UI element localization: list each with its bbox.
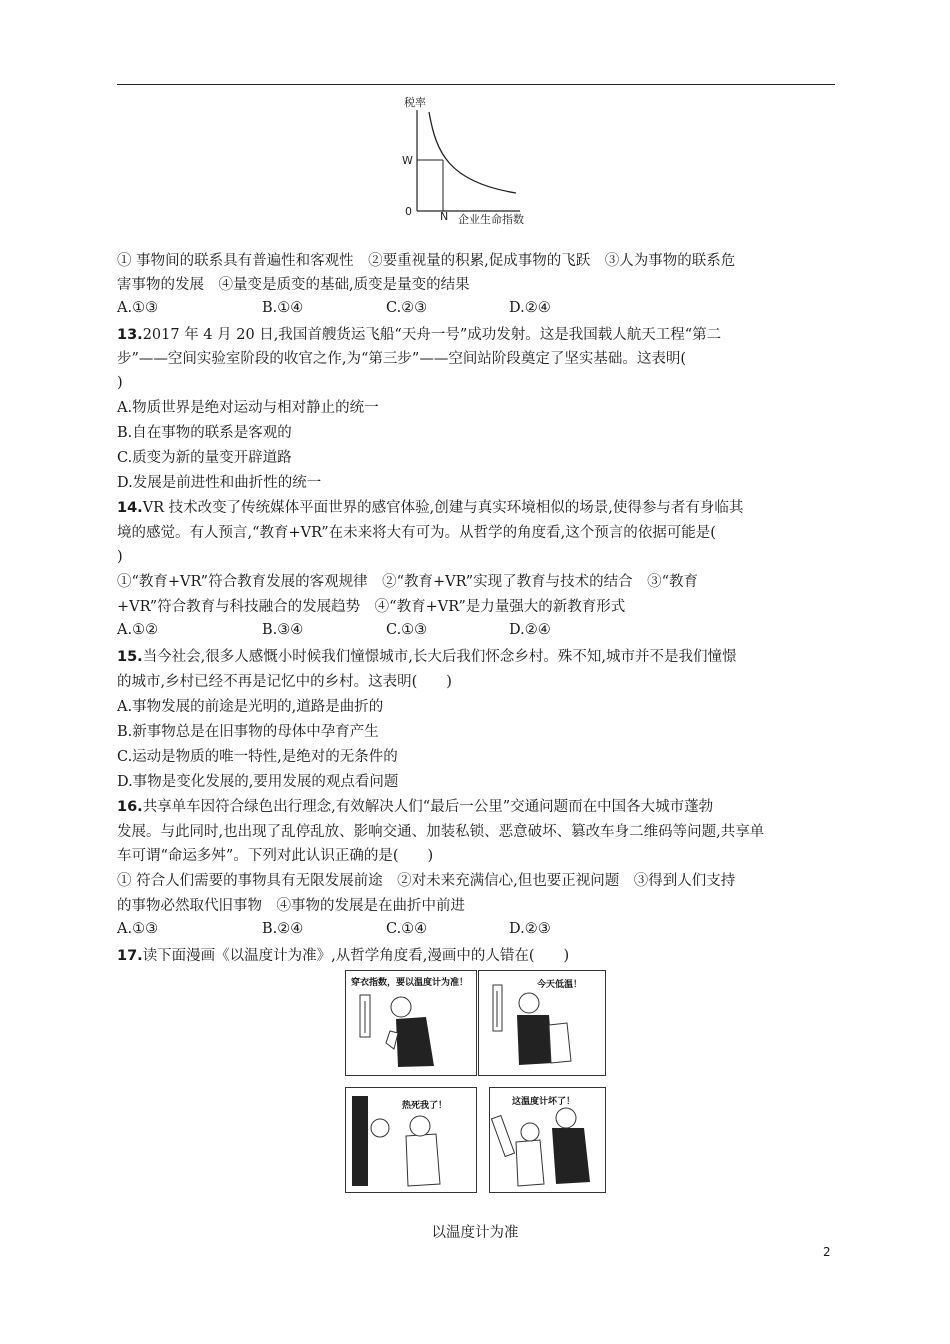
cartoon-panel-1 (345, 970, 477, 1076)
q17-stem-line1: 17.读下面漫画《以温度计为准》,从哲学角度看,漫画中的人错在( ) (117, 948, 570, 964)
q13-number: 13. (117, 327, 143, 343)
q13-choice-d: D.发展是前进性和曲折性的统一 (117, 475, 322, 491)
q12-statement-line2: 害事物的发展 ④量变是质变的基础,质变是量变的结果 (117, 277, 470, 293)
cartoon-panel-1-text: 穿衣指数，要以温度计为准！ (351, 978, 469, 988)
tax-rate-curve (429, 112, 516, 193)
q16-stem-line1: 16.共享单车因符合绿色出行理念,有效解决人们“最后一公里”交通问题而在中国各大城市蓬勃 (117, 799, 714, 815)
q15-stem-line2: 的城市,乡村已经不再是记忆中的乡村。这表明( ) (117, 674, 452, 690)
q12-option-d: D.②④ (509, 300, 551, 316)
chart-xlabel: 企业生命指数 (458, 213, 524, 226)
q15-stem-line1: 15.当今社会,很多人感慨小时候我们憧憬城市,长大后我们怀念乡村。殊不知,城市并不是我们憧憬 (117, 649, 737, 665)
cartoon-panel-4-text: 这温度计坏了！ (512, 1097, 576, 1107)
q15-choice-b: B.新事物总是在旧事物的母体中孕育产生 (117, 724, 379, 740)
q16-option-c: C.①④ (386, 921, 428, 937)
q16-number: 16. (117, 799, 143, 815)
man-coat-figure (396, 1017, 434, 1067)
cartoon-caption: 以温度计为准 (431, 1225, 519, 1241)
child-figure (549, 1023, 571, 1063)
chart-origin-label: 0 (405, 205, 412, 218)
man-coat-figure (552, 1128, 590, 1184)
thermometer-icon (491, 1115, 514, 1156)
q13-choice-c: C.质变为新的量变开辟道路 (117, 450, 292, 466)
chart-ylabel: 税率 (404, 96, 426, 109)
q14-statement-line2: +VR”符合教育与科技融合的发展趋势 ④“教育+VR”是力量强大的新教育形式 (117, 599, 626, 615)
q14-stem-line3: ) (117, 549, 123, 565)
q14-statement-line1: ①“教育+VR”符合教育发展的客观规律 ②“教育+VR”实现了教育与技术的结合 ③“教育 (117, 574, 699, 590)
man-coat-figure (517, 1015, 553, 1065)
q12-option-a: A.①③ (117, 300, 159, 316)
child-figure (516, 1140, 544, 1186)
q13-stem-line1: 13.2017 年 4 月 20 日,我国首艘货运飞船“天舟一号”成功发射。这是我国载人航天工程“第二 (117, 327, 722, 343)
child-figure (406, 1134, 440, 1186)
q16-option-b: B.②④ (262, 921, 304, 937)
q16-statement-line1: ① 符合人们需要的事物具有无限发展前途 ②对未来充满信心,但也要正视问题 ③得到人们支持 (117, 873, 736, 889)
q13-choice-a: A.物质世界是绝对运动与相对静止的统一 (117, 400, 379, 416)
q14-option-a: A.①② (117, 622, 159, 638)
q15-choice-a: A.事物发展的前途是光明的,道路是曲折的 (117, 699, 384, 715)
chart-n-label: N (440, 210, 449, 223)
q15-choice-d: D.事物是变化发展的,要用发展的观点看问题 (117, 774, 399, 790)
cartoon-panel-2-text: 今天低温！ (537, 980, 583, 990)
cartoon-panel-3-text: 热死我了！ (402, 1101, 448, 1111)
q14-stem-line1: 14.VR 技术改变了传统媒体平面世界的感官体验,创建与真实环境相似的场景,使得参与者有身临其 (117, 500, 744, 516)
q17-number: 17. (117, 948, 143, 964)
q16-statement-line2: 的事物必然取代旧事物 ④事物的发展是在曲折中前进 (117, 898, 465, 914)
q12-option-c: C.②③ (386, 300, 428, 316)
q12-statement-line1: ① 事物间的联系具有普遍性和客观性 ②要重视量的积累,促成事物的飞跃 ③人为事物的联系危 (117, 253, 736, 269)
q14-option-c: C.①③ (386, 622, 428, 638)
q16-option-d: D.②③ (509, 921, 551, 937)
q13-stem-line3: ) (117, 375, 123, 391)
header-rule (117, 84, 835, 85)
q15-choice-c: C.运动是物质的唯一特性,是绝对的无条件的 (117, 749, 398, 765)
q12-option-b: B.①④ (262, 300, 304, 316)
q14-number: 14. (117, 500, 143, 516)
q16-stem-line2: 发展。与此同时,也出现了乱停乱放、影响交通、加装私锁、恶意破坏、篡改车身二维码等问题,共享单 (117, 824, 765, 840)
q16-stem-line3: 车可谓“命运多舛”。下列对此认识正确的是( ) (117, 848, 434, 864)
q13-stem-line2: 步”——空间实验室阶段的收官之作,为“第三步”——空间站阶段奠定了坚实基础。这表明( (117, 351, 687, 367)
door-shape (352, 1096, 368, 1186)
cartoon-panel-4 (489, 1087, 606, 1193)
q14-option-d: D.②④ (509, 622, 551, 638)
cartoon-panel-2 (478, 970, 606, 1076)
tax-rate-chart (388, 92, 558, 232)
q16-option-a: A.①③ (117, 921, 159, 937)
q14-option-b: B.③④ (262, 622, 304, 638)
q13-choice-b: B.自在事物的联系是客观的 (117, 425, 292, 441)
cartoon-panel-3 (345, 1087, 477, 1193)
q14-stem-line2: 境的感觉。有人预言,“教育+VR”在未来将大有可为。从哲学的角度看,这个预言的依据可能是( (117, 525, 716, 541)
q15-number: 15. (117, 649, 143, 665)
page-number: 2 (823, 1245, 831, 1259)
chart-w-label: W (402, 154, 413, 167)
